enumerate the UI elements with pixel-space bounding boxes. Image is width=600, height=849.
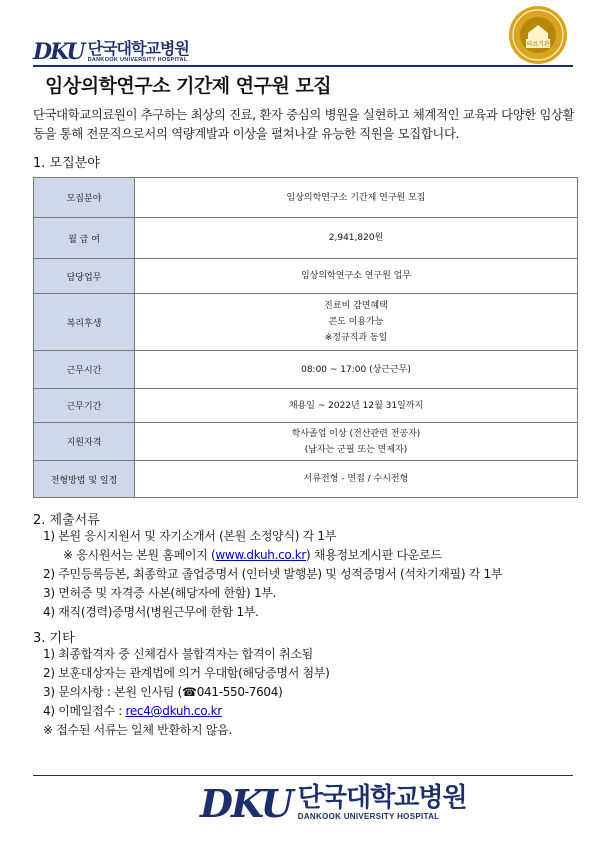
row-label: 담당업무	[34, 259, 135, 294]
title-rule	[33, 65, 573, 67]
row-label: 지원자격	[34, 423, 135, 461]
table-row	[34, 259, 578, 294]
row-label: 전형방법 및 일정	[34, 461, 135, 498]
hospital-logo-top	[33, 39, 189, 65]
row-label: 근무시간	[34, 351, 135, 389]
value-line: 콘도 이용가능	[328, 317, 384, 327]
logo-english-name: DANKOOK UNIVERSITY HOSPITAL	[87, 56, 188, 63]
row-label: 근무기간	[34, 389, 135, 423]
value-line: 진료비 감면혜택	[324, 301, 388, 311]
row-label: 복리후생	[34, 294, 135, 351]
list-item: 3) 면허증 및 자격증 사본(해당자에 한함) 1부.	[43, 586, 277, 600]
hospital-logo-bottom	[200, 781, 467, 826]
list-item: 4) 재직(경력)증명서(병원근무에 한함 1부.	[43, 605, 259, 619]
row-value	[135, 178, 578, 218]
row-value	[135, 461, 578, 498]
intro-paragraph: 단국대학교의료원이 추구하는 최상의 진료, 환자 중심의 병원을 실현하고 체계적인 교육과 다양한 임상활동을 통해 전문직으로서의 역량계발과 이상을 펼쳐나갈 유능한 직원을 모집합니다.	[33, 108, 575, 141]
list-item: 2) 주민등록등본, 최종학교 졸업증명서 (인터넷 발행분) 및 성적증명서 (석차기재필) 각 1부	[43, 567, 503, 581]
list-item: 2) 보훈대상자는 관계법에 의거 우대함(해당증명서 첨부)	[43, 666, 330, 680]
logo-korean-name: 단국대학교병원	[87, 38, 189, 58]
value-line: 08:00 ~ 17:00 (상근근무)	[301, 364, 411, 375]
page-title: 임상의학연구소 기간제 연구원 모집	[45, 75, 332, 97]
list-item: 3) 문의사항 : 본원 인사팀 (☎041-550-7604)	[43, 685, 283, 699]
value-line: 학사졸업 이상 (전산관련 전공자)	[291, 428, 421, 439]
section-heading-documents: 2. 제출서류	[33, 513, 100, 528]
table-row	[34, 178, 578, 218]
row-value	[135, 389, 578, 423]
section-heading-etc: 3. 기타	[33, 631, 75, 646]
recruit-info-table	[33, 177, 578, 498]
logo-text-group	[298, 785, 467, 822]
row-value	[135, 259, 578, 294]
row-value	[135, 218, 578, 259]
value-line: 채용일 ~ 2022년 12월 31일까지	[288, 400, 424, 411]
row-label: 모집분야	[34, 178, 135, 218]
table-row	[34, 294, 578, 351]
table-row	[34, 423, 578, 461]
table-row	[34, 351, 578, 389]
value-line: 2,941,820원	[328, 233, 384, 243]
note-prefix: ※ 응시원서는 본원 홈페이지 (	[63, 548, 216, 562]
value-line: (남자는 군필 또는 면제자)	[304, 444, 408, 455]
row-label: 월 급 여	[34, 218, 135, 259]
documents-list	[43, 527, 502, 622]
bottom-rule	[33, 775, 573, 776]
list-item: 1) 최종합격자 중 신체검사 불합격자는 합격이 취소됨	[43, 647, 313, 661]
value-line: 임상의학연구소 기간제 연구원 모집	[286, 192, 426, 203]
dku-logo-mark: DKU	[200, 781, 292, 826]
email-link[interactable]: rec4@dkuh.co.kr	[125, 704, 222, 718]
table-row	[34, 389, 578, 423]
row-value	[135, 423, 578, 461]
list-item: 1) 본원 응시지원서 및 자기소개서 (본원 소정양식) 각 1부	[43, 529, 337, 543]
value-line: ※정규직과 동일	[324, 333, 388, 343]
homepage-note	[43, 546, 502, 565]
email-label: 4) 이메일접수 :	[43, 704, 126, 718]
row-value	[135, 351, 578, 389]
value-line: 임상의학연구소 연구원 업무	[300, 271, 412, 281]
table-row	[34, 218, 578, 259]
list-note: ※ 접수된 서류는 일체 반환하지 않음.	[43, 723, 232, 737]
section-heading-recruit-field: 1. 모집분야	[33, 156, 100, 171]
etc-list	[43, 645, 329, 740]
logo-text-group	[87, 38, 189, 64]
seal-label: 의료기관	[526, 41, 550, 48]
dku-logo-mark: DKU	[33, 39, 84, 65]
logo-korean-name: 단국대학교병원	[297, 783, 467, 813]
row-value	[135, 294, 578, 351]
value-line: 서류전형 - 면접 / 수시전형	[303, 474, 409, 484]
list-item	[43, 702, 329, 721]
table-row	[34, 461, 578, 498]
note-suffix: ) 채용정보게시판 다운로드	[306, 548, 442, 562]
logo-english-name: DANKOOK UNIVERSITY HOSPITAL	[297, 812, 440, 821]
accreditation-seal-icon	[508, 5, 568, 65]
homepage-link[interactable]: www.dkuh.co.kr	[215, 548, 307, 562]
